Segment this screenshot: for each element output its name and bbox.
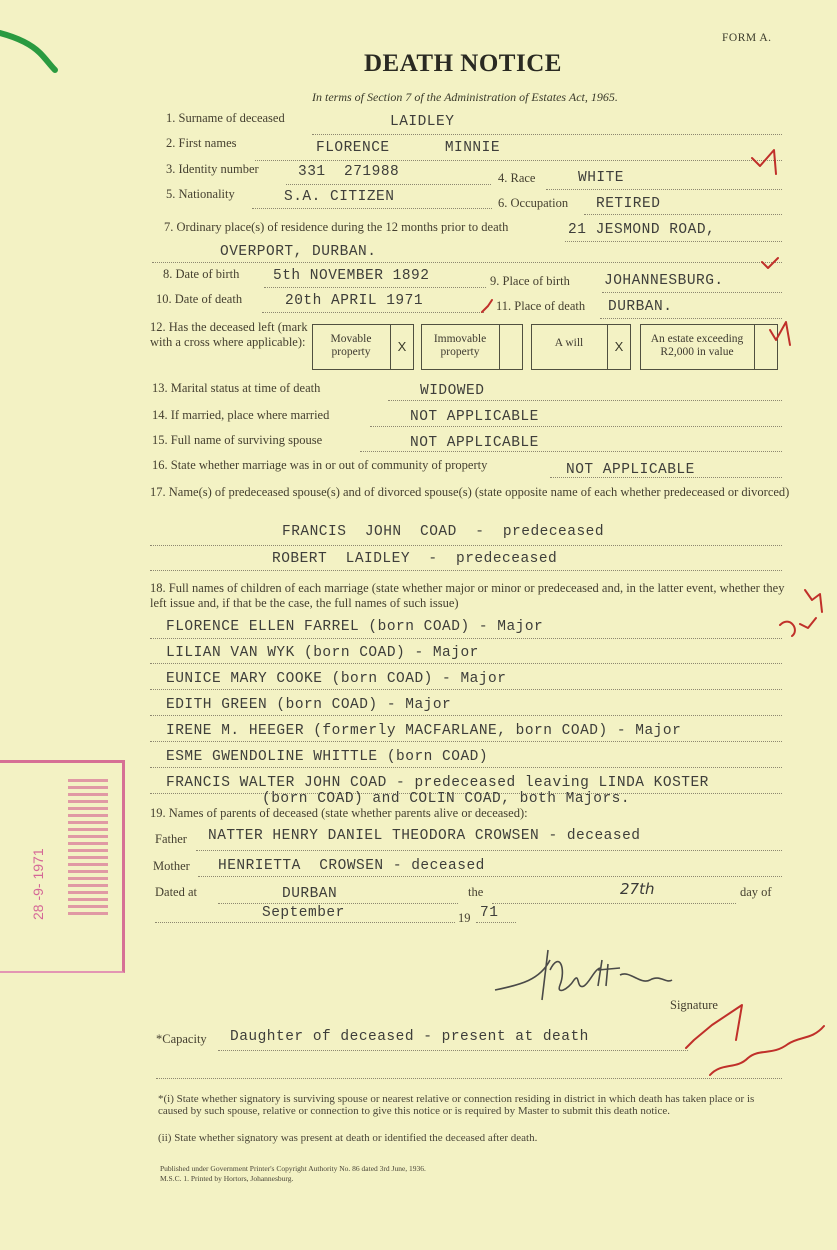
- residence-value-line1: 21 JESMOND ROAD,: [568, 222, 716, 238]
- marital-value: WIDOWED: [420, 383, 485, 399]
- movable-property-mark: X: [390, 325, 413, 369]
- predeceased-spouse-2: ROBERT LAIDLEY - predeceased: [272, 551, 558, 567]
- pob-label: 9. Place of birth: [490, 274, 570, 288]
- dated-day: 27th: [620, 880, 655, 898]
- dob-label: 8. Date of birth: [163, 267, 240, 281]
- surname-label: 1. Surname of deceased: [166, 111, 285, 125]
- will-box[interactable]: A will X: [531, 324, 631, 370]
- child-7: FRANCIS WALTER JOHN COAD - predeceased leaving LINDA KOSTER: [166, 775, 709, 791]
- immovable-property-box[interactable]: Immovable property: [421, 324, 523, 370]
- id-number-label: 3. Identity number: [166, 162, 259, 176]
- nationality-value: S.A. CITIZEN: [284, 189, 395, 205]
- pod-label: 11. Place of death: [496, 299, 586, 313]
- dated-month: September: [262, 905, 345, 921]
- spouse-label: 15. Full name of surviving spouse: [152, 433, 323, 447]
- pod-value: DURBAN.: [608, 299, 673, 315]
- dob-value: 5th NOVEMBER 1892: [273, 268, 430, 284]
- footnote-2: (ii) State whether signatory was present at death or identified the deceased after death.: [158, 1132, 538, 1144]
- parents-label: 19. Names of parents of deceased (state whether parents alive or deceased):: [150, 806, 528, 820]
- married-place-value: NOT APPLICABLE: [410, 409, 539, 425]
- child-7-continued: (born COAD) and COLIN COAD, both Majors.: [262, 791, 631, 807]
- form-subtitle: In terms of Section 7 of the Administration of Estates Act, 1965.: [312, 90, 618, 104]
- estate-value-box[interactable]: An estate exceeding R2,000 in value: [640, 324, 778, 370]
- pob-value: JOHANNESBURG.: [604, 273, 724, 289]
- married-place-label: 14. If married, place where married: [152, 408, 330, 422]
- dated-at-label: Dated at: [155, 885, 197, 899]
- child-4: EDITH GREEN (born COAD) - Major: [166, 697, 452, 713]
- child-3: EUNICE MARY COOKE (born COAD) - Major: [166, 671, 507, 687]
- child-5: IRENE M. HEEGER (formerly MACFARLANE, born COAD) - Major: [166, 723, 682, 739]
- signature-label: Signature: [670, 998, 718, 1012]
- movable-property-box[interactable]: Movable property X: [312, 324, 414, 370]
- predeceased-spouse-1: FRANCIS JOHN COAD - predeceased: [282, 524, 605, 540]
- community-value: NOT APPLICABLE: [566, 462, 695, 478]
- mother-label: Mother: [153, 859, 190, 873]
- occupation-value: RETIRED: [596, 196, 661, 212]
- community-label: 16. State whether marriage was in or out of community of property: [152, 458, 488, 472]
- dod-value: 20th APRIL 1971: [285, 293, 424, 309]
- predeceased-label: 17. Name(s) of predeceased spouse(s) and of divorced spouse(s) (state opposite name of each whether predeceased or divorced): [150, 485, 790, 499]
- dated-year-prefix: 19: [458, 911, 471, 925]
- stamp-date: 28 -9- 1971: [30, 848, 46, 920]
- race-value: WHITE: [578, 170, 625, 186]
- residence-label: 7. Ordinary place(s) of residence during the 12 months prior to death: [164, 220, 509, 234]
- occupation-label: 6. Occupation: [498, 196, 569, 210]
- race-label: 4. Race: [498, 171, 536, 185]
- capacity-value: Daughter of deceased - present at death: [230, 1029, 589, 1045]
- form-label: FORM A.: [722, 32, 772, 44]
- mother-value: HENRIETTA CROWSEN - deceased: [218, 858, 485, 874]
- nationality-label: 5. Nationality: [166, 187, 235, 201]
- dated-year: 71: [480, 905, 499, 921]
- first-names-label: 2. First names: [166, 136, 237, 150]
- will-mark: X: [607, 325, 630, 369]
- id-number-value: 331 271988: [298, 164, 400, 180]
- dod-label: 10. Date of death: [156, 292, 243, 306]
- father-value: NATTER HENRY DANIEL THEODORA CROWSEN - deceased: [208, 828, 641, 844]
- printer-note-2: M.S.C. 1. Printed by Hortors, Johannesburg.: [160, 1174, 294, 1183]
- father-label: Father: [155, 832, 187, 846]
- spouse-value: NOT APPLICABLE: [410, 435, 539, 451]
- dated-the-label: the: [468, 885, 484, 899]
- residence-value-line2: OVERPORT, DURBAN.: [220, 244, 377, 260]
- surname-value: LAIDLEY: [390, 114, 455, 130]
- printer-note-1: Published under Government Printer's Copyright Authority No. 86 dated 3rd June, 1936.: [160, 1164, 426, 1173]
- first-names-value: FLORENCE MINNIE: [316, 140, 501, 156]
- footnote-1: *(i) State whether signatory is surviving spouse or nearest relative or connection residing in district in which death has taken place or is caused by such spouse, relative or connection to give this notice or is required by Master to submit this death notice.: [158, 1093, 755, 1117]
- children-label: 18. Full names of children of each marriage (state whether major or minor or predeceased and, in the latter event, whether they left issue and, if that be the case, the full names of such issue): [150, 581, 785, 610]
- capacity-label: *Capacity: [156, 1032, 207, 1046]
- dated-place: DURBAN: [282, 886, 338, 902]
- child-2: LILIAN VAN WYK (born COAD) - Major: [166, 645, 479, 661]
- estate-left-label: 12. Has the deceased left (mark with a cross where applicable):: [150, 320, 308, 349]
- child-6: ESME GWENDOLINE WHITTLE (born COAD): [166, 749, 489, 765]
- dated-day-of-label: day of: [740, 885, 772, 899]
- marital-label: 13. Marital status at time of death: [152, 381, 321, 395]
- page-title: DEATH NOTICE: [364, 50, 562, 77]
- child-1: FLORENCE ELLEN FARREL (born COAD) - Major: [166, 619, 544, 635]
